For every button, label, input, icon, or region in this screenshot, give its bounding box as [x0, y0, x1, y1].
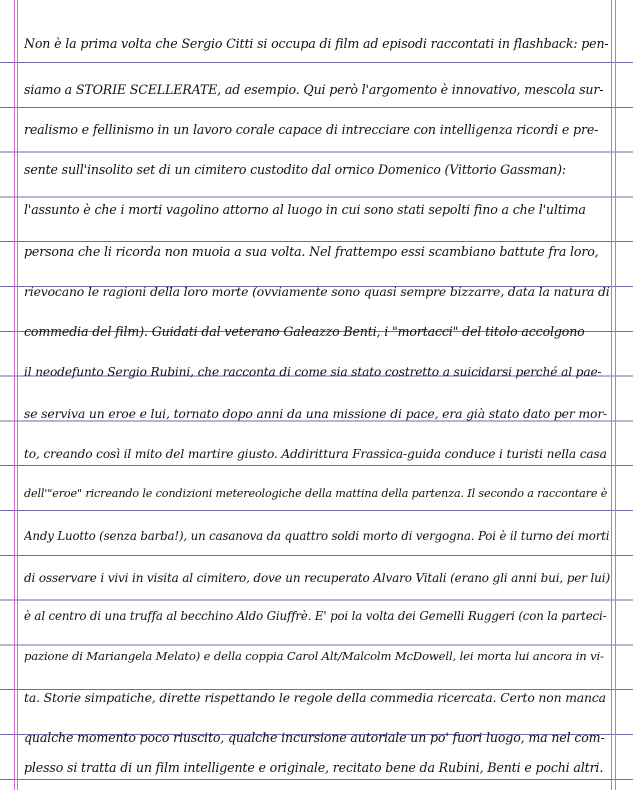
text-line: commedia del film). Guidati dal veterano Galeazzo Benti, i "mortacci" del titolo accolgono — [24, 324, 585, 339]
text-line: dell'"eroe" ricreando le condizioni metereologiche della mattina della partenza. Il secondo a raccontare è — [24, 487, 608, 500]
text-line: pazione di Mariangela Melato) e della coppia Carol Alt/Malcolm McDowell, lei morta lui ancora in vi- — [24, 649, 604, 663]
text-line: l'assunto è che i morti vagolino attorno al luogo in cui sono stati sepolti fino a che l'ultima — [24, 202, 586, 217]
text-line: ta. Storie simpatiche, dirette rispettando le regole della commedia ricercata. Certo non manca — [24, 690, 606, 705]
text-line: persona che li ricorda non muoia a sua volta. Nel frattempo essi scambiano battute fra loro, — [24, 244, 599, 259]
text-line: siamo a STORIE SCELLERATE, ad esempio. Qui però l'argomento è innovativo, mescola sur- — [24, 82, 604, 97]
text-line: il neodefunto Sergio Rubini, che racconta di come sia stato costretto a suicidarsi perché al pae- — [24, 365, 602, 379]
text-line: to, creando così il mito del martire giusto. Addirittura Frassica-guida conduce i turisti nella casa — [24, 447, 607, 461]
text-line: qualche momento poco riuscito, qualche incursione autoriale un po' fuori luogo, ma nel com- — [24, 730, 605, 745]
text-line: di osservare i vivi in visita al cimitero, dove un recuperato Alvaro Vitali (erano gli anni bui, per lui) — [24, 571, 610, 585]
text-line: sente sull'insolito set di un cimitero custodito dal ornico Domenico (Vittorio Gassman): — [24, 162, 566, 177]
text-line: è al centro di una truffa al becchino Aldo Giuffrè. E' poi la volta dei Gemelli Ruggeri (con la parteci- — [24, 609, 607, 623]
text-line: realismo e fellinismo in un lavoro corale capace di intrecciare con intelligenza ricordi e pre- — [24, 122, 599, 137]
text-line: Non è la prima volta che Sergio Citti si occupa di film ad episodi raccontati in flashback: pen- — [24, 36, 609, 51]
text-line: Andy Luotto (senza barba!), un casanova da quattro soldi morto di vergogna. Poi è il turno dei morti — [24, 529, 610, 543]
text-line: rievocano le ragioni della loro morte (ovviamente sono quasi sempre bizzarre, data la natura di — [24, 284, 610, 299]
text-line: se serviva un eroe e lui, tornato dopo anni da una missione di pace, era già stato dato per mor- — [24, 406, 608, 421]
text-line: plesso si tratta di un film intelligente e originale, recitato bene da Rubini, Benti e pochi altri. — [24, 760, 604, 775]
